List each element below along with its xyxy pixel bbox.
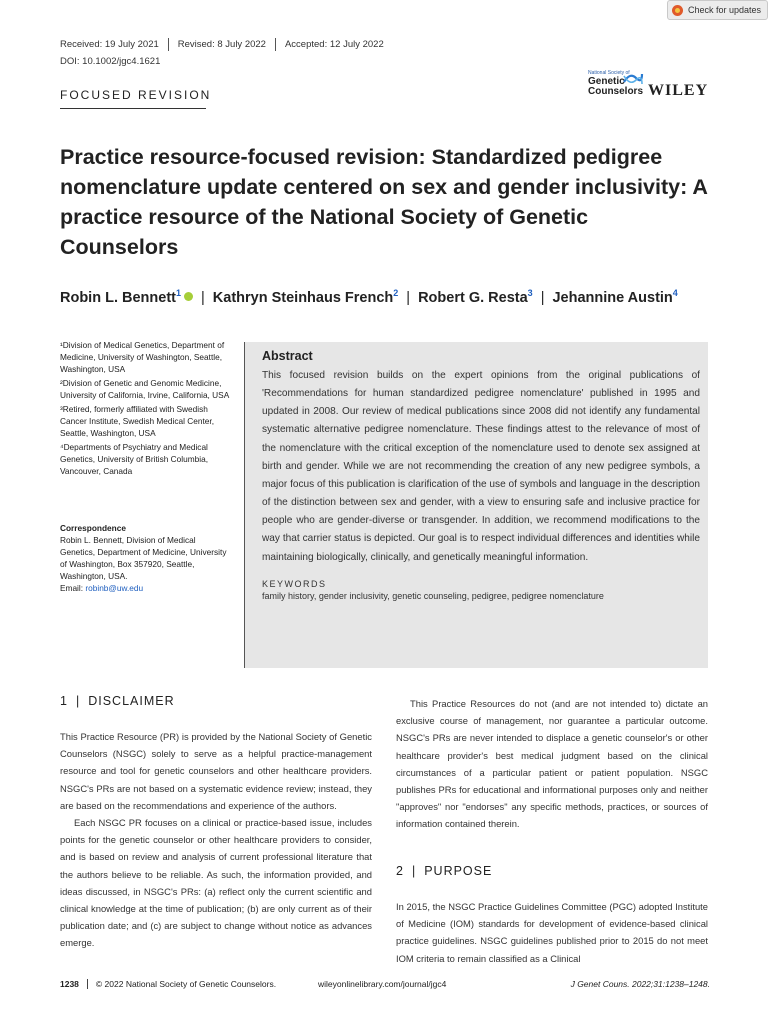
email-link[interactable]: robinb@uw.edu: [85, 583, 144, 593]
author-name[interactable]: Jehannine Austin: [552, 289, 673, 306]
article-type-rule: [60, 108, 206, 109]
orcid-icon[interactable]: [184, 292, 193, 301]
author-affil-ref[interactable]: 3: [527, 288, 533, 298]
keywords-list: family history, gender inclusivity, genetic counseling, pedigree, pedigree nomenclature: [262, 590, 604, 601]
revised-date: Revised: 8 July 2022: [168, 38, 275, 51]
left-column: [60, 728, 372, 952]
received-date: Received: 19 July 2021: [60, 39, 159, 50]
section-title: DISCLAIMER: [88, 694, 175, 708]
article-title: Practice resource-focused revision: Standardized pedigree nomenclature update centered on sex and gender inclusivity: A practice resource of the National Society of Genetic Counselors: [60, 145, 708, 259]
keywords-heading: KEYWORDS: [262, 578, 327, 589]
author-separator: |: [406, 289, 411, 306]
author-name[interactable]: Kathryn Steinhaus French: [212, 289, 394, 306]
affiliations: [60, 339, 232, 479]
abstract-heading: Abstract: [262, 349, 313, 363]
correspondence: [60, 522, 232, 594]
affiliation-item: ³Retired, formerly affiliated with Swedish Cancer Institute, Swedish Medical Center, Seattle, Washington, USA: [60, 404, 215, 438]
author-name[interactable]: Robin L. Bennett: [60, 289, 176, 306]
nsgc-logo-line1: Genetic: [588, 76, 625, 87]
check-for-updates-label: Check for updates: [688, 5, 762, 15]
abstract-box: [244, 342, 708, 668]
section-separator: |: [411, 864, 417, 878]
body-paragraph: This Practice Resource (PR) is provided by the National Society of Genetic Counselors (NSGC) solely to serve as a helpful practice-management resource and tool for genetic counselors and other healthcare providers. NSGC's PRs are not based on a systematic evidence review; instead, they are based on the recommendations and experience of the authors.: [60, 731, 372, 811]
purpose-text: [396, 898, 708, 967]
right-column: [396, 695, 708, 833]
author-separator: |: [201, 289, 205, 306]
email-label: Email:: [60, 583, 86, 593]
citation: J Genet Couns. 2022;31:1238–1248.: [570, 979, 710, 989]
section-heading-purpose: [396, 864, 492, 878]
wiley-logo: WILEY: [648, 82, 709, 99]
nsgc-logo: [588, 77, 643, 97]
author-list: [60, 288, 678, 306]
publisher-logos: [588, 70, 710, 102]
publication-history: [60, 38, 393, 51]
correspondence-email-line: [60, 582, 232, 594]
section-title: PURPOSE: [424, 864, 493, 878]
section-heading-disclaimer: [60, 694, 175, 708]
affiliation-item: ¹Division of Medical Genetics, Department of Medicine, University of Washington, Seattle, Washington, USA: [60, 340, 225, 374]
doi[interactable]: DOI: 10.1002/jgc4.1621: [60, 56, 161, 67]
nsgc-logo-line2: Counselors: [588, 86, 644, 97]
journal-url[interactable]: wileyonlinelibrary.com/journal/jgc4: [318, 979, 447, 989]
page-number: 1238: [60, 979, 88, 989]
body-paragraph: This Practice Resources do not (and are not intended to) dictate an exclusive course of management, nor guarantee a particular outcome. NSGC's PRs are never intended to displace a genetic counselor's or other healthcare provider's best medical judgment based on the clinical circumstances of a particular patient or patient population. NSGC publishes PRs for educational and informational purposes only and neither "approves" nor "endorses" any specific methods, practices, or sources of information contained therein.: [396, 698, 708, 830]
accepted-date: Accepted: 12 July 2022: [275, 38, 393, 51]
correspondence-heading: Correspondence: [60, 523, 126, 533]
abstract-body: This focused revision builds on the expert opinions from the original publications of 'Recommendations for human standardized pedigree nomenclature' published in 1995 and updated in 2008. Our review of medical publications since 2008 did not identify any fundamental systematic alternative pedigree nomenclature. These findings attest to the relevance of most of the nomenclature with the critical exception of the nomenclature used to denote sex assigned at birth and gender. While we are not recommending the creation of any new pedigree symbols, a major focus of this publication is clarification of the use of symbols and language in the description of the distinction between sex and gender, with a view to ensuring safe and inclusive practice for people who are gender-diverse or transgender. In addition, we recommend modifications to the way that carrier status is depicted. Our goal is to respect individual differences and identities while maintaining biologically, clinically, and genetically meaningful information.: [262, 370, 700, 563]
section-number: 2: [396, 864, 404, 878]
crossmark-icon: [672, 5, 683, 16]
article-type-label: FOCUSED REVISION: [60, 88, 212, 102]
affiliation-item: ⁴Departments of Psychiatry and Medical Genetics, University of British Columbia, Vancouver, Canada: [60, 442, 209, 476]
author-affil-ref[interactable]: 4: [672, 288, 678, 298]
author-separator: |: [540, 289, 545, 306]
author-affil-ref[interactable]: 2: [393, 288, 399, 298]
affiliation-item: ²Division of Genetic and Genomic Medicine, University of California, Irvine, California, USA: [60, 378, 230, 400]
author-name[interactable]: Robert G. Resta: [418, 289, 528, 306]
body-paragraph: In 2015, the NSGC Practice Guidelines Committee (PGC) adopted Institute of Medicine (IOM) standards for development of evidence-based clinical practice guidelines. NSGC guidelines published prior to 2015 do not meet IOM criteria to remain classified as a Clinical: [396, 901, 708, 964]
footer-left: [60, 979, 276, 989]
author-affil-ref[interactable]: 1: [176, 288, 182, 298]
correspondence-body: Robin L. Bennett, Division of Medical Genetics, Department of Medicine, University of Washington, Box 357920, Seattle, Washington, USA.: [60, 535, 227, 581]
body-paragraph: Each NSGC PR focuses on a clinical or practice-based issue, includes points for the genetic counselor or other healthcare providers to consider, and is based on review and analysis of current professional literature that the authors believe to be reliable. As such, the information provided, and ideas discussed, in NSGC's PRs: (a) reflect only the current scientific and clinical knowledge at the time of publication; (b) are only current as of their publication date; and (c) are subject to change without notice as advances emerge.: [60, 817, 372, 949]
section-separator: |: [75, 694, 81, 708]
nsgc-logo-small-text: National Society of: [588, 70, 630, 76]
check-for-updates-button[interactable]: [667, 0, 768, 20]
copyright: © 2022 National Society of Genetic Counselors.: [95, 979, 277, 989]
section-number: 1: [60, 694, 68, 708]
